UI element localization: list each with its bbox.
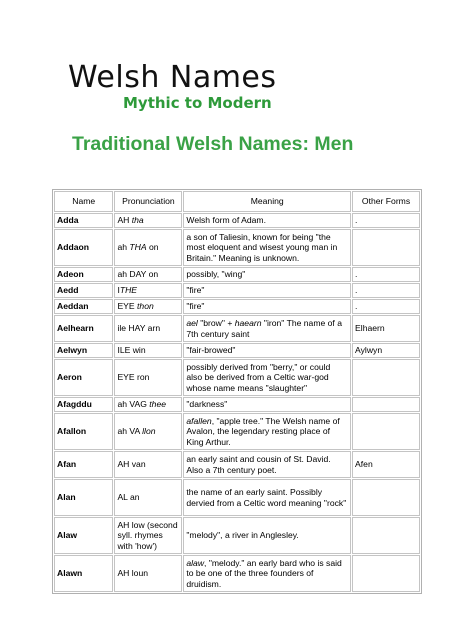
name-cell: Aelwyn <box>54 343 113 358</box>
meaning-cell: "melody", a river in Anglesley. <box>183 517 351 554</box>
table-row <box>54 555 420 592</box>
table-row <box>54 283 420 298</box>
table-row <box>54 267 420 282</box>
table-row <box>54 315 420 342</box>
name-cell: Aeddan <box>54 299 113 314</box>
column-header-name: Name <box>54 191 113 212</box>
name-cell: Aedd <box>54 283 113 298</box>
meaning-cell: "fire" <box>183 299 351 314</box>
name-cell: Adeon <box>54 267 113 282</box>
meaning-cell: alaw, "melody." an early bard who is said to be one of the three founders of druidism. <box>183 555 351 592</box>
other-forms-cell <box>352 479 420 516</box>
name-cell: Afallon <box>54 413 113 450</box>
name-cell: Afan <box>54 451 113 478</box>
column-header-meaning: Meaning <box>183 191 351 212</box>
pronunciation-cell: EYE ron <box>114 359 182 396</box>
pronunciation-cell: ITHE <box>114 283 182 298</box>
meaning-cell: an early saint and cousin of St. David. Also a 7th century poet. <box>183 451 351 478</box>
other-forms-cell <box>352 413 420 450</box>
name-cell: Aeron <box>54 359 113 396</box>
meaning-cell: possibly derived from "berry," or could also be derived from a Celtic war-god whose name means "slaughter" <box>183 359 351 396</box>
other-forms-cell <box>352 229 420 266</box>
names-table <box>52 189 422 594</box>
pronunciation-cell: AH low (second syll. rhymes with 'how') <box>114 517 182 554</box>
other-forms-cell: Afen <box>352 451 420 478</box>
meaning-cell: Welsh form of Adam. <box>183 213 351 228</box>
meaning-cell: possibly, "wing" <box>183 267 351 282</box>
meaning-cell: a son of Taliesin, known for being "the most eloquent and wisest young man in Britain." Meaning is unknown. <box>183 229 351 266</box>
pronunciation-cell: AL an <box>114 479 182 516</box>
meaning-cell: afallen, "apple tree." The Welsh name of Avalon, the legendary resting place of King Arthur. <box>183 413 351 450</box>
other-forms-cell <box>352 359 420 396</box>
table-row <box>54 479 420 516</box>
pronunciation-cell: EYE thon <box>114 299 182 314</box>
meaning-cell: "darkness" <box>183 397 351 412</box>
other-forms-cell: . <box>352 267 420 282</box>
other-forms-cell: . <box>352 213 420 228</box>
column-header-pronunciation: Pronunciation <box>114 191 182 212</box>
logo-subtitle: Mythic to Modern <box>123 94 272 112</box>
other-forms-cell: . <box>352 299 420 314</box>
meaning-cell: the name of an early saint. Possibly dervied from a Celtic word meaning "rock" <box>183 479 351 516</box>
name-cell: Adda <box>54 213 113 228</box>
name-cell: Alaw <box>54 517 113 554</box>
meaning-cell: "fair-browed" <box>183 343 351 358</box>
table-row <box>54 517 420 554</box>
table-row <box>54 397 420 412</box>
other-forms-cell <box>352 555 420 592</box>
logo-title: Welsh Names <box>68 60 277 95</box>
section-title: Traditional Welsh Names: Men <box>72 133 354 155</box>
other-forms-cell: Elhaern <box>352 315 420 342</box>
other-forms-cell <box>352 397 420 412</box>
table-row <box>54 413 420 450</box>
other-forms-cell: Aylwyn <box>352 343 420 358</box>
pronunciation-cell: ah DAY on <box>114 267 182 282</box>
pronunciation-cell: ah THA on <box>114 229 182 266</box>
table-header-row <box>54 191 420 212</box>
pronunciation-cell: AH loun <box>114 555 182 592</box>
pronunciation-cell: ILE win <box>114 343 182 358</box>
column-header-other-forms: Other Forms <box>352 191 420 212</box>
table-row <box>54 343 420 358</box>
table-row <box>54 213 420 228</box>
name-cell: Alan <box>54 479 113 516</box>
pronunciation-cell: AH tha <box>114 213 182 228</box>
pronunciation-cell: ile HAY arn <box>114 315 182 342</box>
other-forms-cell <box>352 517 420 554</box>
meaning-cell: ael "brow" + haearn "iron" The name of a 7th century saint <box>183 315 351 342</box>
name-cell: Afagddu <box>54 397 113 412</box>
table-row <box>54 229 420 266</box>
pronunciation-cell: ah VAG thee <box>114 397 182 412</box>
table-row <box>54 451 420 478</box>
name-cell: Addaon <box>54 229 113 266</box>
table-row <box>54 359 420 396</box>
name-cell: Alawn <box>54 555 113 592</box>
pronunciation-cell: ah VA llon <box>114 413 182 450</box>
meaning-cell: "fire" <box>183 283 351 298</box>
name-cell: Aelhearn <box>54 315 113 342</box>
pronunciation-cell: AH van <box>114 451 182 478</box>
table-row <box>54 299 420 314</box>
other-forms-cell: . <box>352 283 420 298</box>
